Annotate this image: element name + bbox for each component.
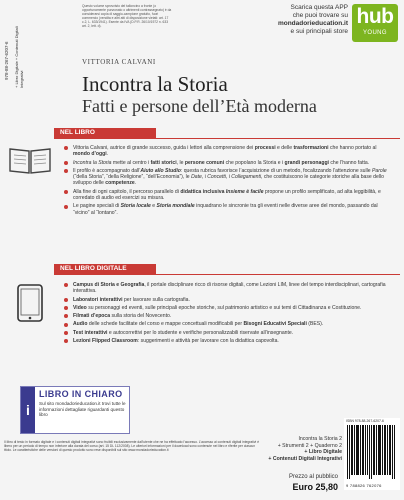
edition-composition — [232, 436, 342, 462]
edition-line-3: + Libro Digitale — [304, 449, 342, 455]
legal-notice: Questo volume sprovvisto del talloncino a fronte (o opportunamente punzonato o altrimenti contrassegnato) è da considerarsi copia di saggio-campione gratuito, fuori commercio (vendita e altri atti di disposizione vietati: art. 17 c.2, L. 633/1941). Esente da IVA (D.P.R. 26/10/1972 n. 633 art. 2, lett. d). — [82, 4, 172, 28]
libro-in-chiaro-text: Sul sito mondadorieducation.it trovi tutte le informazioni dettagliate riguardanti questo libro — [39, 401, 126, 417]
section-divider — [54, 274, 400, 275]
list-item: Alla fine di ogni capitolo, il percorso parallelo di didattica inclusiva Insieme è facile propone un profilo semplificato, ad alta leggibilità, e corredato di audio ed esercizi su misura. — [64, 189, 394, 202]
spine-label: + Libro Digitale + Contenuti Digitali Integrativi — [14, 26, 24, 88]
libro-feature-list — [64, 145, 394, 218]
barcode-bars-icon — [347, 425, 397, 479]
info-icon: i — [21, 387, 35, 433]
author-name: VITTORIA CALVANI — [82, 58, 156, 66]
app-download-info — [238, 4, 348, 36]
list-item: Filmati d’epoca sulla storia del Novecento. — [64, 313, 394, 319]
libro-in-chiaro-title: LIBRO IN CHIARO — [39, 389, 123, 399]
edition-line-2: + Strumenti 2 + Quaderno 2 — [277, 442, 342, 449]
list-item: Audio delle schede facilitate del corso e mappe concettuali modificabili per Bisogni Educativi Speciali (BES). — [64, 321, 394, 327]
app-line-3[interactable]: mondadorieducation.it — [277, 20, 348, 27]
list-item: Le pagine speciali di Storia locale e Storia mondiale inquadrano le sincronie tra gli eventi nelle diverse aree del mondo, passando dal “vicino” al “lontano”. — [64, 203, 394, 216]
section-libro-digitale-header: NEL LIBRO DIGITALE — [54, 264, 156, 274]
libro-in-chiaro-box[interactable] — [20, 386, 130, 434]
list-item: Test interattivi e autocorrettivi per lo studente e verifiche personalizzabili riservate all’insegnante. — [64, 330, 394, 336]
book-title: Incontra la Storia — [82, 72, 228, 96]
app-line-1: Scarica questa APP — [290, 4, 348, 11]
hub-logo-text: hub — [356, 5, 394, 28]
list-item: Incontra la Storia mette al centro i fatti storici, le persone comuni che popolano la Storia e i grandi personaggi che l’hanno fatta. — [64, 160, 394, 166]
list-item: Video su personaggi ed eventi, sulle principali epoche storiche, sul patrimonio artistico e sui temi di Cittadinanza e Costituzione. — [64, 305, 394, 311]
open-book-icon — [8, 145, 52, 175]
section-nel-libro-header: NEL LIBRO — [54, 128, 156, 138]
edition-line-1: Incontra la Storia 2 — [298, 436, 342, 442]
barcode-isbn: ISBN 978-88-267-6207-6 — [346, 419, 384, 423]
digitale-feature-list — [64, 282, 394, 346]
app-line-2: che puoi trovare su — [292, 12, 348, 19]
barcode-digits: 9 788826 762076 — [346, 483, 382, 488]
spine-isbn: 978-88-267-6207-6 — [4, 41, 9, 80]
list-item: Vittoria Calvani, autrice di grande successo, guida i lettori alla comprensione dei processi e delle trasformazioni che hanno portato al mondo d’oggi. — [64, 145, 394, 158]
list-item: Il profilo è accompagnato dall’Aiuto allo Studio: questa rubrica favorisce l’acquisizione di un metodo, focalizzando l’attenzione sulle Parole (“della Storia”, “della Religione”, “dell’Economia”), le Date, i Concetti, i Collegamenti, che costituiscono le categorie storiche alla base dello sviluppo delle competenze. — [64, 168, 394, 187]
hub-young-logo — [352, 4, 398, 42]
edition-line-4: + Contenuti Digitali Integrativi — [268, 455, 342, 462]
book-subtitle: Fatti e persone dell’Età moderna — [82, 96, 317, 116]
barcode — [344, 418, 400, 490]
tablet-icon — [16, 283, 44, 323]
list-item: Laboratori interattivi per lavorare sulla cartografia. — [64, 297, 394, 303]
hub-logo-sub: YOUNG — [362, 30, 387, 36]
digital-access-fine-print: Il libro di testo in formato digitale e i contenuti digitali integrativi sono fruibili esclusivamente dall’utente che ne ha effettuato l’accesso. L’accesso ai contenuti digitali integrativi è libero per un periodo di tempo non inferiore alla durata del corso (art. 15 DL 112/2008). Le ulteriori informazioni per il download sono contenute nel libro e riferite per ciascun titolo. Le caratteristiche delle versioni di questo prodotto sono rese disponibili sul sito www.mondadorieducation.it — [4, 440, 260, 452]
section-divider — [54, 138, 400, 139]
app-line-4: e sui principali store — [290, 28, 348, 35]
list-item: Campus di Storia e Geografia, il portale disciplinare ricco di risorse digitali, come Lezioni LIM, linee del tempo interdisciplinari, cartografia interattiva. — [64, 282, 394, 295]
price-value: Euro 25,80 — [292, 482, 338, 492]
price-label: Prezzo al pubblico — [288, 474, 338, 480]
list-item: Lezioni Flipped Classroom: suggerimenti e attività per lavorare con la didattica capovolta. — [64, 338, 394, 344]
